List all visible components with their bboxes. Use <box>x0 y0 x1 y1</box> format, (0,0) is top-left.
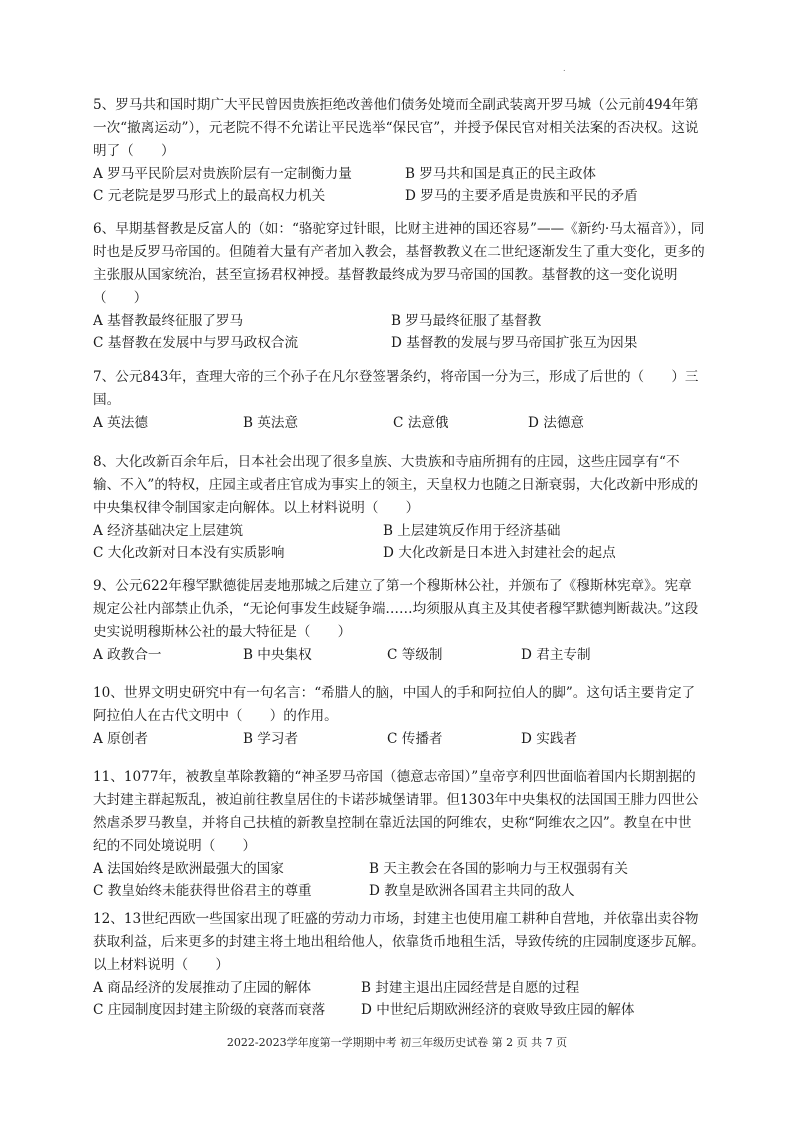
page-footer: 2022-2023学年度第一学期期中考 初三年级历史试卷 第 2 页 共 7 页 <box>226 1036 568 1049</box>
option-row <box>93 310 705 332</box>
option-row <box>93 999 705 1021</box>
option-b[interactable]: B 天主教会在各国的影响力与王权强弱有关 <box>369 861 628 877</box>
question-stem: 6、早期基督教是反富人的（如：“骆驼穿过针眼，比财主进神的国还容易”——《新约·马太福音》），同时也是反罗马帝国的。但随着大量有产者加入教会，基督教教义在二世纪逐渐发生了重大变化，更多的主张服从国家统治，甚至宣扬君权神授。基督教最终成为罗马帝国的国教。基督教的这一变化说明（ ） <box>93 221 705 306</box>
question-stem: 7、公元843年，查理大帝的三个孙子在凡尔登签署条约，将帝国一分为三，形成了后世的（ ）三国。 <box>93 369 699 408</box>
option-d[interactable]: D 教皇是欧洲各国君主共同的敌人 <box>369 883 575 899</box>
option-row <box>93 163 705 185</box>
option-a[interactable]: A 罗马平民阶层对贵族阶层有一定制衡力量 <box>93 166 352 182</box>
question-6 <box>93 218 705 354</box>
option-d[interactable]: D 罗马的主要矛盾是贵族和平民的矛盾 <box>405 188 638 204</box>
option-d[interactable]: D 实践者 <box>521 731 578 747</box>
option-row <box>93 185 705 207</box>
question-10 <box>93 682 705 750</box>
option-c[interactable]: C 庄园制度因封建主阶级的衰落而衰落 <box>93 1002 326 1018</box>
option-c[interactable]: C 法意俄 <box>393 415 449 431</box>
option-b[interactable]: B 罗马最终征服了基督教 <box>391 313 542 329</box>
option-b[interactable]: B 封建主退出庄园经营是自愿的过程 <box>361 980 580 996</box>
option-b[interactable]: B 罗马共和国是真正的民主政体 <box>405 166 597 182</box>
question-stem: 10、世界文明史研究中有一句名言：“希腊人的脑，中国人的手和阿拉伯人的脚”。这句话主要肯定了阿拉伯人在古代文明中（ ）的作用。 <box>93 685 696 724</box>
option-row <box>93 542 705 564</box>
question-9 <box>93 575 705 666</box>
option-c[interactable]: C 基督教在发展中与罗马政权合流 <box>93 335 299 351</box>
option-d[interactable]: D 法德意 <box>528 415 585 431</box>
question-stem: 9、公元622年穆罕默德徙居麦地那城之后建立了第一个穆斯林公社，并颁布了《穆斯林宪章》。宪章规定公社内部禁止仇杀，“无论何事发生歧疑争端……均须服从真主及其使者穆罕默德判断裁决。”这段史实说明穆斯林公社的最大特征是（ ） <box>93 578 699 640</box>
question-5 <box>93 94 705 207</box>
option-d[interactable]: D 君主专制 <box>521 647 591 663</box>
option-a[interactable]: A 原创者 <box>93 731 148 747</box>
option-d[interactable]: D 大化改新是日本进入封建社会的起点 <box>383 545 616 561</box>
option-row <box>93 520 705 542</box>
option-c[interactable]: C 传播者 <box>387 731 443 747</box>
option-b[interactable]: B 中央集权 <box>243 647 312 663</box>
option-row <box>93 880 705 902</box>
question-stem: 12、13世纪西欧一些国家出现了旺盛的劳动力市场，封建主也使用雇工耕种自营地，并依靠出卖谷物获取利益，后来更多的封建主将土地出租给他人，依靠货币地租生活，导致传统的庄园制度逐步瓦解。以上材料说明（ ） <box>93 911 705 973</box>
question-11 <box>93 766 705 902</box>
option-c[interactable]: C 等级制 <box>387 647 443 663</box>
option-b[interactable]: B 学习者 <box>243 731 299 747</box>
option-a[interactable]: A 政教合一 <box>93 647 162 663</box>
option-c[interactable]: C 教皇始终未能获得世俗君主的尊重 <box>93 883 312 899</box>
option-a[interactable]: A 法国始终是欧洲最强大的国家 <box>93 861 284 877</box>
option-a[interactable]: A 英法德 <box>93 415 148 431</box>
question-stem: 5、罗马共和国时期广大平民曾因贵族拒绝改善他们债务处境而全副武装离开罗马城（公元前494年第一次“撤离运动”），元老院不得不允诺让平民选举“保民官”，并授予保民官对相关法案的否决权。这说明了（ ） <box>93 97 699 159</box>
option-a[interactable]: A 商品经济的发展推动了庄园的解体 <box>93 980 312 996</box>
option-row <box>93 332 705 354</box>
option-b[interactable]: B 英法意 <box>243 415 299 431</box>
option-b[interactable]: B 上层建筑反作用于经济基础 <box>383 523 561 539</box>
option-row <box>93 412 705 434</box>
option-row <box>93 728 705 750</box>
option-row <box>93 858 705 880</box>
option-a[interactable]: A 基督教最终征服了罗马 <box>93 313 244 329</box>
option-row <box>93 977 705 999</box>
question-7 <box>93 366 705 434</box>
option-a[interactable]: A 经济基础决定上层建筑 <box>93 523 244 539</box>
option-d[interactable]: D 基督教的发展与罗马帝国扩张互为因果 <box>391 335 638 351</box>
question-12 <box>93 908 705 1021</box>
option-d[interactable]: D 中世纪后期欧洲经济的衰败导致庄园的解体 <box>361 1002 635 1018</box>
option-row <box>93 644 705 666</box>
option-c[interactable]: C 大化改新对日本没有实质影响 <box>93 545 285 561</box>
option-c[interactable]: C 元老院是罗马形式上的最高权力机关 <box>93 188 326 204</box>
question-stem: 11、1077年，被教皇革除教籍的“神圣罗马帝国（德意志帝国）”皇帝亨利四世面临着国内长期割据的大封建主群起叛乱，被迫前往教皇居住的卡诺莎城堡请罪。但1303年中央集权的法国国王腓力四世公然虐杀罗马教皇，并将自己扶植的新教皇控制在靠近法国的阿维农，史称“阿维农之囚”。教皇在中世纪的不同处境说明（ ） <box>93 769 699 854</box>
question-8 <box>93 451 705 564</box>
corner-mark: . <box>563 64 566 73</box>
question-stem: 8、大化改新百余年后，日本社会出现了很多皇族、大贵族和寺庙所拥有的庄园，这些庄园享有“不输、不入”的特权，庄园主或者庄官成为事实上的领主，天皇权力也随之日渐衰弱，大化改新中形成的中央集权律令制国家走向解体。以上材料说明（ ） <box>93 454 699 516</box>
